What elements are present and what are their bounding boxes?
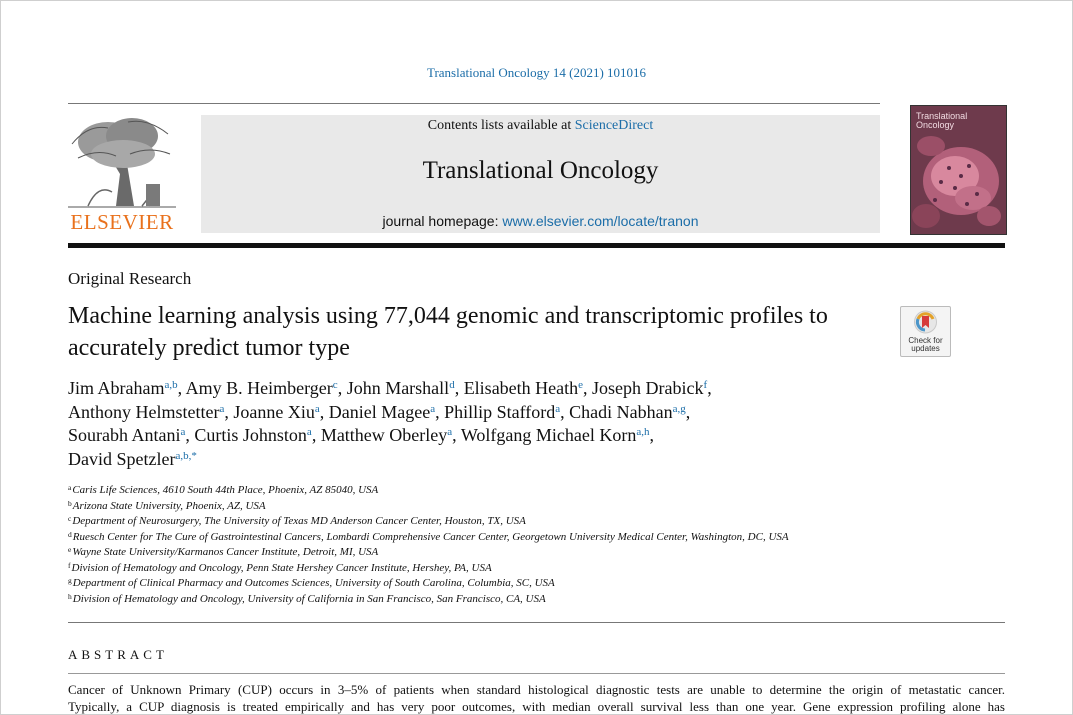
affiliation-item: $^d$Ruesch Center for The Cure of Gastrointestinal Cancers, Lombardi Comprehensive Cancer Center, Georgetown University Medical Center, Washington, DC, USA [68, 529, 789, 543]
elsevier-logo[interactable] [68, 114, 176, 236]
section-divider [68, 622, 1005, 623]
author-name[interactable]: Chadi Nabhan [569, 401, 673, 422]
author-name[interactable]: Matthew Oberley [320, 425, 448, 446]
abstract-heading: ABSTRACT [68, 647, 168, 662]
author-name[interactable]: Curtis Johnston [194, 425, 307, 446]
affiliation-item: $^a$Caris Life Sciences, 4610 South 44th Place, Phoenix, AZ 85040, USA [68, 483, 379, 496]
elsevier-wordmark: ELSEVIER [70, 210, 174, 234]
author-name[interactable]: Joanne Xiu [233, 401, 315, 422]
contents-line [201, 118, 880, 134]
header-rule [68, 103, 880, 104]
author-affil-ref[interactable]: d [449, 379, 455, 391]
abstract-line: Cancer of Unknown Primary (CUP) occurs in 3–5% of patients when standard histological diagnostic tests are unable to determine the origin of metastatic cancer. [68, 682, 1005, 697]
contents-prefix: Contents lists available at [427, 118, 575, 133]
sciencedirect-link[interactable]: ScienceDirect [574, 118, 654, 133]
author-affil-ref[interactable]: a [180, 426, 186, 439]
author-affil-ref[interactable]: a [555, 402, 561, 415]
author-name[interactable]: Sourabh Antani [68, 425, 181, 446]
author-affil-ref[interactable]: a,b [164, 379, 178, 391]
abstract-rule [68, 673, 1005, 674]
journal-banner [201, 115, 880, 233]
author-affil-ref[interactable]: a [219, 402, 225, 415]
affiliation-item: $^e$Wayne State University/Karmanos Cancer Institute, Detroit, MI, USA [68, 545, 379, 558]
author-affil-ref[interactable]: e [578, 379, 584, 391]
affiliation-item: $^f$Division of Hematology and Oncology, Penn State Hershey Cancer Institute, Hershey, PA, USA [68, 560, 492, 574]
author-affil-ref[interactable]: c [332, 379, 338, 391]
abstract-line: Typically, a CUP diagnosis is treated empirically and has very poor outcomes, with median overall survival less than one year. Gene expression profiling alone has [68, 699, 1005, 714]
author-affil-ref[interactable]: a [306, 426, 312, 439]
author-name[interactable]: Daniel Magee [328, 401, 431, 422]
homepage-prefix: journal homepage: [382, 213, 503, 229]
article-title: Machine learning analysis using 77,044 genomic and transcriptomic profiles to accurately predict tumor type [68, 303, 828, 361]
author-affil-ref[interactable]: a,g [672, 402, 686, 415]
author-affil-ref[interactable]: a [314, 402, 320, 415]
author-affil-ref[interactable]: a [430, 402, 436, 415]
author-name[interactable]: Anthony Helmstetter [68, 401, 220, 422]
affiliation-item: $^g$Department of Clinical Pharmacy and Outcomes Sciences, University of South Carolina, Columbia, SC, USA [68, 576, 555, 589]
author-name[interactable]: David Spetzler [68, 448, 176, 469]
cover-title: Translational Oncology [916, 111, 968, 130]
author-list: Jim Abraham$^{a,b}$, Amy B. Heimberger$^c$, John Marshall$^d$, Elisabeth Heath$^e$, Joseph Drabick$^f$, Anthony Helmstetter$^a$, Joanne Xiu$^a$, Daniel Magee$^a$, Phillip Stafford$^a$, Chadi Nabhan$^{a,g}$, Sourabh Antani$^a$, Curtis Johnston$^a$, Matthew Oberley$^a$, Wolfgang Michael Korn$^{a,h}$, David Spetzler$^{a,b,*}$ [68, 378, 712, 469]
homepage-link[interactable]: www.elsevier.com/locate/tranon [502, 213, 699, 229]
affiliation-item: $^h$Division of Hematology and Oncology, University of California in San Francisco, San Francisco, CA, USA [68, 591, 546, 605]
journal-cover-image[interactable] [910, 105, 1007, 235]
author-affil-ref[interactable]: a,b,* [175, 449, 197, 462]
affiliation-item: $^b$Arizona State University, Phoenix, AZ, USA [68, 498, 266, 512]
header-thick-rule [68, 243, 1005, 248]
abstract-text [68, 681, 1005, 715]
author-name[interactable]: Joseph Drabick [592, 378, 704, 398]
affiliation-list [68, 483, 968, 607]
journal-citation[interactable]: Translational Oncology 14 (2021) 101016 [426, 65, 647, 80]
check-for-updates-button[interactable] [900, 306, 951, 357]
author-name[interactable]: Wolfgang Michael Korn [460, 425, 637, 446]
article-section: Original Research [68, 269, 192, 288]
author-name[interactable]: Amy B. Heimberger [185, 378, 333, 398]
author-name[interactable]: Elisabeth Heath [463, 378, 579, 398]
author-name[interactable]: Phillip Stafford [444, 401, 556, 422]
check-updates-icon [901, 308, 950, 338]
journal-title: Translational Oncology [422, 157, 659, 184]
author-name[interactable]: John Marshall [346, 378, 450, 398]
author-name[interactable]: Jim Abraham [68, 378, 165, 398]
author-affil-ref[interactable]: a [447, 426, 453, 439]
affiliation-item: $^c$Department of Neurosurgery, The University of Texas MD Anderson Cancer Center, Houston, TX, USA [68, 514, 526, 527]
homepage-line [201, 213, 880, 229]
author-affil-ref[interactable]: f [703, 379, 708, 391]
check-updates-label: Check for updates [908, 336, 943, 353]
author-affil-ref[interactable]: a,h [636, 426, 650, 439]
